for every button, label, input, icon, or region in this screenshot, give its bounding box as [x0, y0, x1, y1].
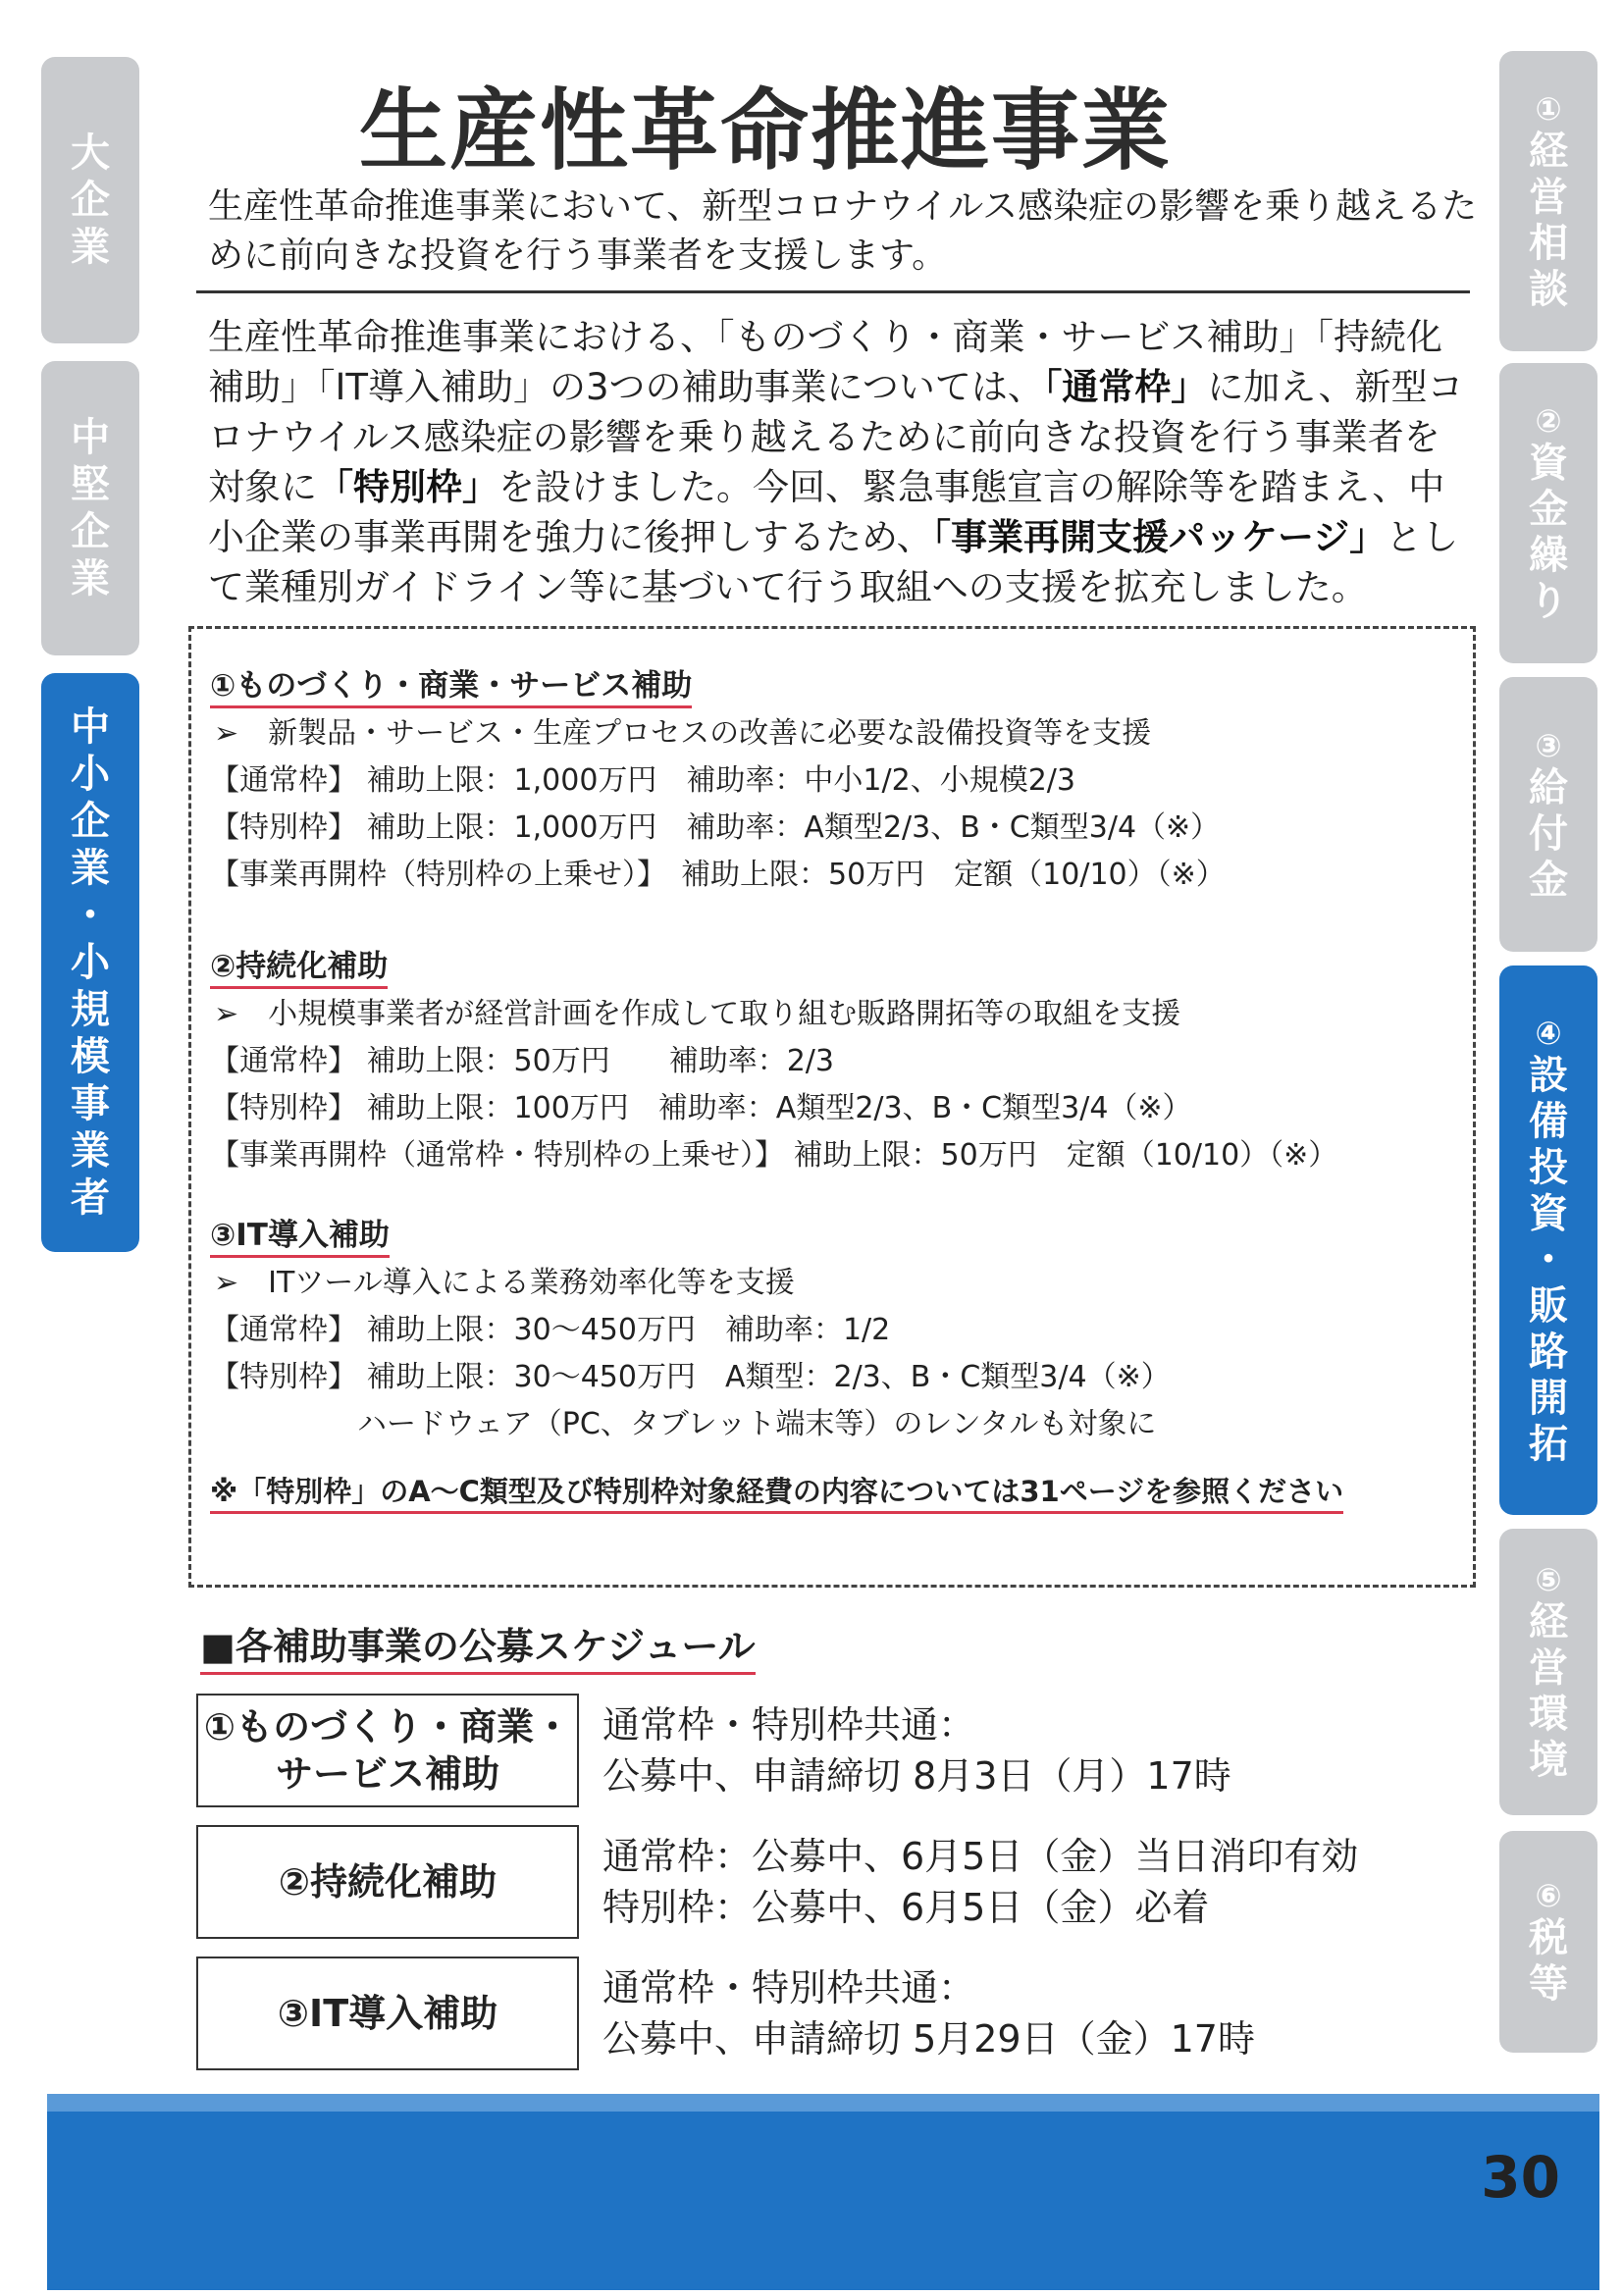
intro-text: として業種別ガイドライン等に基づいて行う取組への支援を拡充しました。 — [208, 516, 1459, 608]
tab-char: 環 — [1529, 1692, 1568, 1737]
tab-number: ⑤ — [1535, 1561, 1562, 1598]
intro-emphasis: 「通常枠」 — [1043, 366, 1208, 408]
tab-char: 小 — [71, 752, 110, 797]
tab-number: ② — [1535, 402, 1562, 440]
tab-large-enterprise[interactable] — [41, 57, 139, 343]
schedule-row — [196, 1957, 1492, 2072]
schedule-text — [602, 1699, 1231, 1801]
tab-char: 繰 — [1529, 533, 1568, 578]
tab-char: 投 — [1529, 1144, 1568, 1190]
intro-emphasis: 「特別枠」 — [317, 466, 498, 508]
tab-char: 中 — [71, 704, 110, 750]
program-line: ハードウェア（PC、タブレット端末等）のレンタルも対象に — [210, 1407, 1157, 1441]
tab-char: ・ — [1529, 1236, 1568, 1282]
tab-char: 堅 — [71, 462, 110, 507]
tab-char: 金 — [1529, 857, 1568, 903]
tab-char: 企 — [71, 799, 110, 844]
tab-char: 経 — [1529, 1599, 1568, 1644]
schedule-label-line: サービス補助 — [275, 1752, 499, 1796]
program-heading: ③IT導入補助 — [210, 1216, 390, 1258]
tab-number: ④ — [1535, 1014, 1562, 1052]
tab-number: ⑥ — [1535, 1877, 1562, 1914]
footnote: ※「特別枠」のA～C類型及び特別枠対象経費の内容については31ページを参照ください — [210, 1472, 1343, 1514]
schedule-line: 通常枠：公募中、6月5日（金）当日消印有効 — [602, 1835, 1359, 1878]
tab-char: 設 — [1529, 1052, 1568, 1098]
schedule-heading: ■各補助事業の公募スケジュール — [200, 1621, 756, 1675]
schedule-line: 公募中、申請締切 5月29日（金）17時 — [602, 2017, 1255, 2061]
schedule-line: 通常枠・特別枠共通： — [602, 1703, 976, 1747]
tab-char: 小 — [71, 940, 110, 985]
tab-business-consultation[interactable] — [1499, 51, 1597, 351]
program-it-introduction — [210, 1213, 1171, 1448]
intro-text: 生産性革命推進事業における、「ものづくり・商業・サービス補助」「持続化補助」「IT導入補助」の3つの補助事業については、 — [208, 316, 1442, 408]
tab-char: 給 — [1529, 764, 1568, 810]
program-jizokuka — [210, 944, 1337, 1179]
tab-char: 業 — [71, 1128, 110, 1174]
tab-char: 企 — [71, 509, 110, 554]
tab-char: 付 — [1529, 810, 1568, 857]
program-line: 【通常枠】 補助上限：50万円 補助率：2/3 — [210, 1044, 834, 1078]
schedule-label — [196, 1825, 579, 1939]
tab-capital-investment[interactable] — [1499, 965, 1597, 1515]
intro-emphasis: 「事業再開支援パッケージ」 — [932, 516, 1387, 558]
schedule-label — [196, 1957, 579, 2070]
intro-text: に加え、新型コロナウイルス感染症の影響を乗り越えるために前向きな投資を行う事業者を対象に — [208, 366, 1464, 508]
tab-char: 税 — [1529, 1915, 1568, 1960]
tab-char: 業 — [71, 225, 110, 270]
tab-char: 資 — [1529, 1190, 1568, 1236]
tab-char: 販 — [1529, 1282, 1568, 1329]
tab-sme-small-business[interactable] — [41, 673, 139, 1252]
tab-char: 金 — [1529, 487, 1568, 532]
divider — [196, 290, 1470, 293]
tab-char: ・ — [71, 893, 110, 938]
program-line: 【事業再開枠（通常枠・特別枠の上乗せ）】 補助上限：50万円 定額（10/10）（※） — [210, 1138, 1338, 1173]
footer-accent — [47, 2094, 1599, 2112]
tab-char: 規 — [71, 987, 110, 1032]
program-monozukuri — [210, 663, 1226, 899]
lead-text: 生産性革命推進事業において、新型コロナウイルス感染症の影響を乗り越えるために前向きな投資を行う事業者を支援します。 — [208, 186, 1478, 276]
program-line: 【特別枠】 補助上限：30～450万円 A類型：2/3、B・C類型3/4（※） — [210, 1360, 1171, 1394]
tab-char: 経 — [1529, 129, 1568, 174]
tab-business-environment[interactable] — [1499, 1529, 1597, 1815]
tab-char: 企 — [71, 178, 110, 223]
tab-char: 等 — [1529, 1961, 1568, 2007]
tab-char: 営 — [1529, 175, 1568, 220]
program-line: 【事業再開枠（特別枠の上乗せ）】 補助上限：50万円 定額（10/10）（※） — [210, 858, 1226, 892]
tab-char: 中 — [71, 415, 110, 460]
schedule-label — [196, 1694, 579, 1807]
tab-char: 境 — [1529, 1738, 1568, 1783]
tab-char: 大 — [71, 130, 110, 176]
schedule-text — [602, 1831, 1358, 1933]
schedule-row — [196, 1825, 1492, 1941]
schedule-line: 通常枠・特別枠共通： — [602, 1966, 976, 2009]
tab-char: 者 — [71, 1175, 110, 1221]
intro-text: を設けました。今回、緊急事態宣言の解除等を踏まえ、中小企業の事業再開を強力に後押しするため、 — [208, 466, 1445, 558]
schedule-line: 特別枠：公募中、6月5日（金）必着 — [602, 1886, 1210, 1929]
tab-char: 路 — [1529, 1329, 1568, 1375]
program-line: ➢ 新製品・サービス・生産プロセスの改善に必要な設備投資等を支援 — [214, 716, 1152, 751]
tab-cash-flow[interactable] — [1499, 363, 1597, 663]
tab-char: 備 — [1529, 1098, 1568, 1144]
schedule-row — [196, 1694, 1492, 1809]
program-heading: ①ものづくり・商業・サービス補助 — [210, 666, 692, 708]
program-line: 【特別枠】 補助上限：1,000万円 補助率：A類型2/3、B・C類型3/4（※） — [210, 810, 1221, 845]
page-title: 生産性革命推進事業 — [359, 79, 1172, 183]
schedule-label-line: ③IT導入補助 — [277, 1992, 498, 2035]
page-number: 30 — [1481, 2144, 1560, 2211]
program-line: ➢ 小規模事業者が経営計画を作成して取り組む販路開拓等の取組を支援 — [214, 997, 1181, 1031]
tab-char: 資 — [1529, 441, 1568, 486]
intro-paragraph — [208, 312, 1474, 612]
tab-char: 拓 — [1529, 1421, 1568, 1467]
program-line: 【特別枠】 補助上限：100万円 補助率：A類型2/3、B・C類型3/4（※） — [210, 1091, 1192, 1125]
tab-char: 相 — [1529, 221, 1568, 266]
tab-number: ③ — [1535, 726, 1562, 764]
tab-char: 模 — [71, 1034, 110, 1079]
tab-char: 談 — [1529, 267, 1568, 312]
program-line: 【通常枠】 補助上限：30～450万円 補助率：1/2 — [210, 1313, 891, 1347]
tab-char: り — [1529, 579, 1568, 624]
tab-char: 営 — [1529, 1645, 1568, 1691]
program-line: 【通常枠】 補助上限：1,000万円 補助率：中小1/2、小規模2/3 — [210, 763, 1075, 798]
tab-char: 開 — [1529, 1375, 1568, 1421]
tab-number: ① — [1535, 90, 1562, 128]
program-line: ➢ ITツール導入による業務効率化等を支援 — [214, 1266, 795, 1300]
schedule-line: 公募中、申請締切 8月3日（月）17時 — [602, 1754, 1231, 1798]
tab-benefits[interactable] — [1499, 677, 1597, 952]
tab-taxes[interactable] — [1499, 1831, 1597, 2053]
tab-char: 業 — [71, 556, 110, 601]
tab-char: 業 — [71, 846, 110, 891]
schedule-text — [602, 1962, 1255, 2064]
program-heading: ②持続化補助 — [210, 947, 388, 989]
tab-midsize-enterprise[interactable] — [41, 361, 139, 655]
schedule-label-line: ①ものづくり・商業・ — [203, 1705, 572, 1748]
schedule-label-line: ②持続化補助 — [278, 1860, 497, 1904]
tab-char: 事 — [71, 1081, 110, 1126]
